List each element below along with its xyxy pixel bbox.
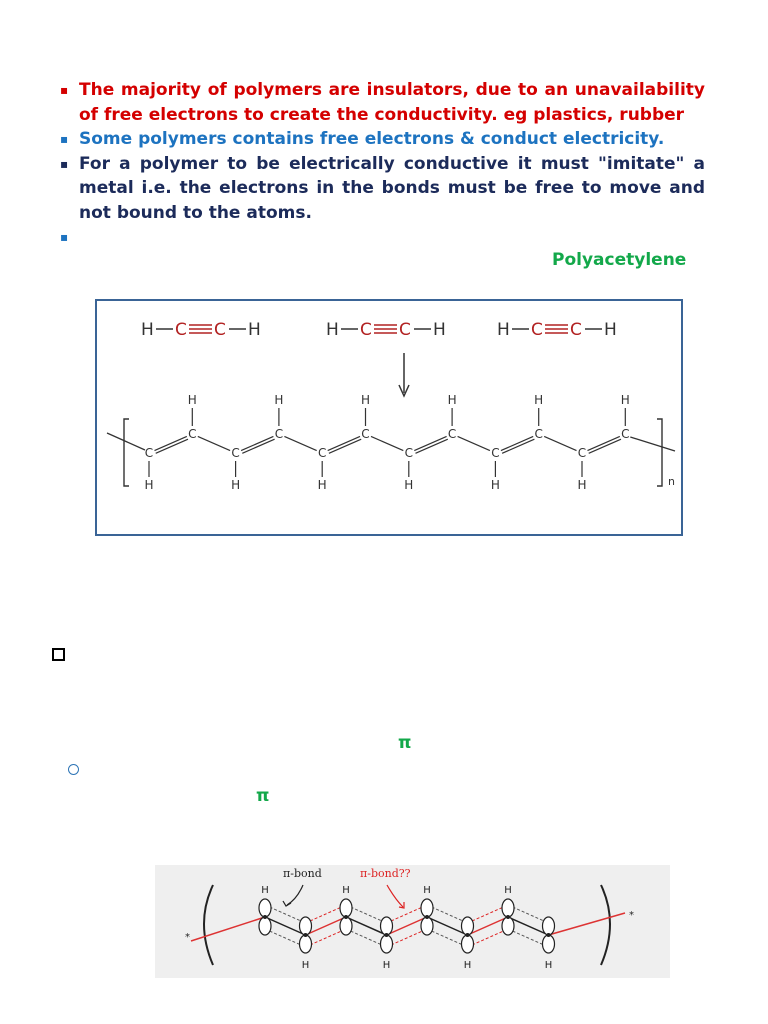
pi-bond-label: π-bond bbox=[283, 867, 322, 880]
orbital-hydrogen: H bbox=[544, 960, 553, 971]
bullet-text: The majority of polymers are insulators, due to an unavailability of free electrons to create the conductivity. eg plastics, rubber bbox=[79, 80, 705, 125]
polymerization-svg bbox=[97, 301, 685, 538]
chain-hydrogen: H bbox=[274, 393, 284, 407]
chain-carbon: C bbox=[491, 446, 500, 460]
orbital-chain bbox=[191, 885, 625, 971]
monomer-carbon: C bbox=[570, 320, 582, 340]
circle-bullet-icon bbox=[68, 764, 79, 775]
chain-carbon: C bbox=[361, 427, 370, 441]
orbital-hydrogen: H bbox=[261, 885, 269, 896]
chain-carbon: C bbox=[274, 427, 284, 441]
reaction-arrow bbox=[399, 353, 409, 396]
orbital-hydrogen: H bbox=[382, 960, 391, 971]
chain-carbon: C bbox=[447, 427, 457, 441]
left-parenthesis bbox=[204, 885, 213, 965]
chain-carbon: C bbox=[534, 427, 543, 441]
chain-hydrogen: H bbox=[187, 393, 197, 407]
chain-end-star: * bbox=[185, 932, 190, 943]
chain-carbon: C bbox=[318, 446, 327, 460]
chain-hydrogen: H bbox=[231, 478, 241, 492]
bullet-mark: ▪ bbox=[60, 83, 69, 97]
orbital-hydrogen: H bbox=[504, 885, 512, 896]
chain-hydrogen: H bbox=[577, 478, 587, 492]
monomer-carbon: C bbox=[175, 320, 187, 340]
right-parenthesis bbox=[601, 885, 610, 965]
bullet-list bbox=[60, 78, 705, 244]
pi-symbol: π bbox=[256, 786, 270, 806]
polyacetylene-diagram bbox=[95, 299, 683, 536]
bullet-mark: ▪ bbox=[60, 230, 69, 244]
p-orbital-lobe bbox=[502, 899, 514, 917]
p-orbital-lobe bbox=[462, 935, 474, 953]
repeat-subscript: n bbox=[668, 475, 675, 488]
chain-hydrogen: H bbox=[360, 393, 371, 407]
p-orbital-lobe bbox=[300, 917, 312, 935]
acetylene-monomers bbox=[141, 320, 617, 340]
monomer-carbon: C bbox=[399, 320, 411, 340]
chain-carbon: C bbox=[577, 446, 587, 460]
polyacetylene-chain bbox=[107, 393, 675, 492]
p-orbital-lobe bbox=[259, 917, 271, 935]
bullet-mark: ▪ bbox=[60, 132, 69, 146]
monomer-hydrogen: H bbox=[604, 320, 617, 340]
monomer-hydrogen: H bbox=[326, 320, 339, 340]
chain-hydrogen: H bbox=[447, 393, 457, 407]
p-orbital-lobe bbox=[421, 899, 433, 917]
chain-hydrogen: H bbox=[490, 478, 500, 492]
monomer-hydrogen: H bbox=[248, 320, 261, 340]
bullet-free-electrons bbox=[60, 127, 705, 152]
checkbox-bullet-icon bbox=[52, 648, 65, 661]
chain-hydrogen: H bbox=[317, 478, 327, 492]
p-orbital-lobe bbox=[381, 917, 393, 935]
bullet-text: For a polymer to be electrically conductive it must "imitate" a metal i.e. the electrons in the bonds must be free to move and not bound to the atoms. bbox=[79, 153, 705, 223]
p-orbital-lobe bbox=[421, 917, 433, 935]
p-orbital-lobe bbox=[543, 917, 555, 935]
pi-orbital-svg bbox=[155, 865, 670, 978]
pi-bond-question-label: π-bond?? bbox=[360, 867, 411, 880]
chain-carbon: C bbox=[621, 427, 630, 441]
bullet-text: Some polymers contains free electrons & conduct electricity. bbox=[79, 129, 665, 149]
chain-carbon: C bbox=[231, 446, 240, 460]
p-orbital-lobe bbox=[340, 899, 352, 917]
p-orbital-lobe bbox=[340, 917, 352, 935]
pi-orbital-diagram bbox=[155, 865, 670, 978]
chain-end-star: * bbox=[629, 910, 634, 921]
monomer-hydrogen: H bbox=[141, 320, 154, 340]
repeat-brackets bbox=[124, 419, 675, 488]
chain-hydrogen: H bbox=[404, 478, 414, 492]
p-orbital-lobe bbox=[300, 935, 312, 953]
chain-carbon: C bbox=[404, 446, 413, 460]
monomer-carbon: C bbox=[214, 320, 226, 340]
chain-hydrogen: H bbox=[144, 478, 154, 492]
pi-symbol: π bbox=[398, 733, 412, 753]
p-orbital-lobe bbox=[381, 935, 393, 953]
monomer-hydrogen: H bbox=[433, 320, 446, 340]
p-orbital-lobe bbox=[543, 935, 555, 953]
orbital-hydrogen: H bbox=[301, 960, 310, 971]
monomer-hydrogen: H bbox=[497, 320, 510, 340]
chain-carbon: C bbox=[188, 427, 197, 441]
p-orbital-lobe bbox=[502, 917, 514, 935]
orbital-hydrogen: H bbox=[463, 960, 472, 971]
monomer-carbon: C bbox=[531, 320, 543, 340]
orbital-hydrogen: H bbox=[342, 885, 350, 896]
orbital-hydrogen: H bbox=[423, 885, 431, 896]
polymer-name: Polyacetylene bbox=[552, 250, 687, 270]
monomer-carbon: C bbox=[360, 320, 372, 340]
bullet-insulators bbox=[60, 78, 705, 127]
chain-hydrogen: H bbox=[534, 393, 544, 407]
bullet-conductive-condition bbox=[60, 152, 705, 226]
chain-hydrogen: H bbox=[620, 393, 630, 407]
chain-carbon: C bbox=[144, 446, 154, 460]
p-orbital-lobe bbox=[259, 899, 271, 917]
p-orbital-lobe bbox=[462, 917, 474, 935]
bullet-mark: ▪ bbox=[60, 156, 69, 171]
